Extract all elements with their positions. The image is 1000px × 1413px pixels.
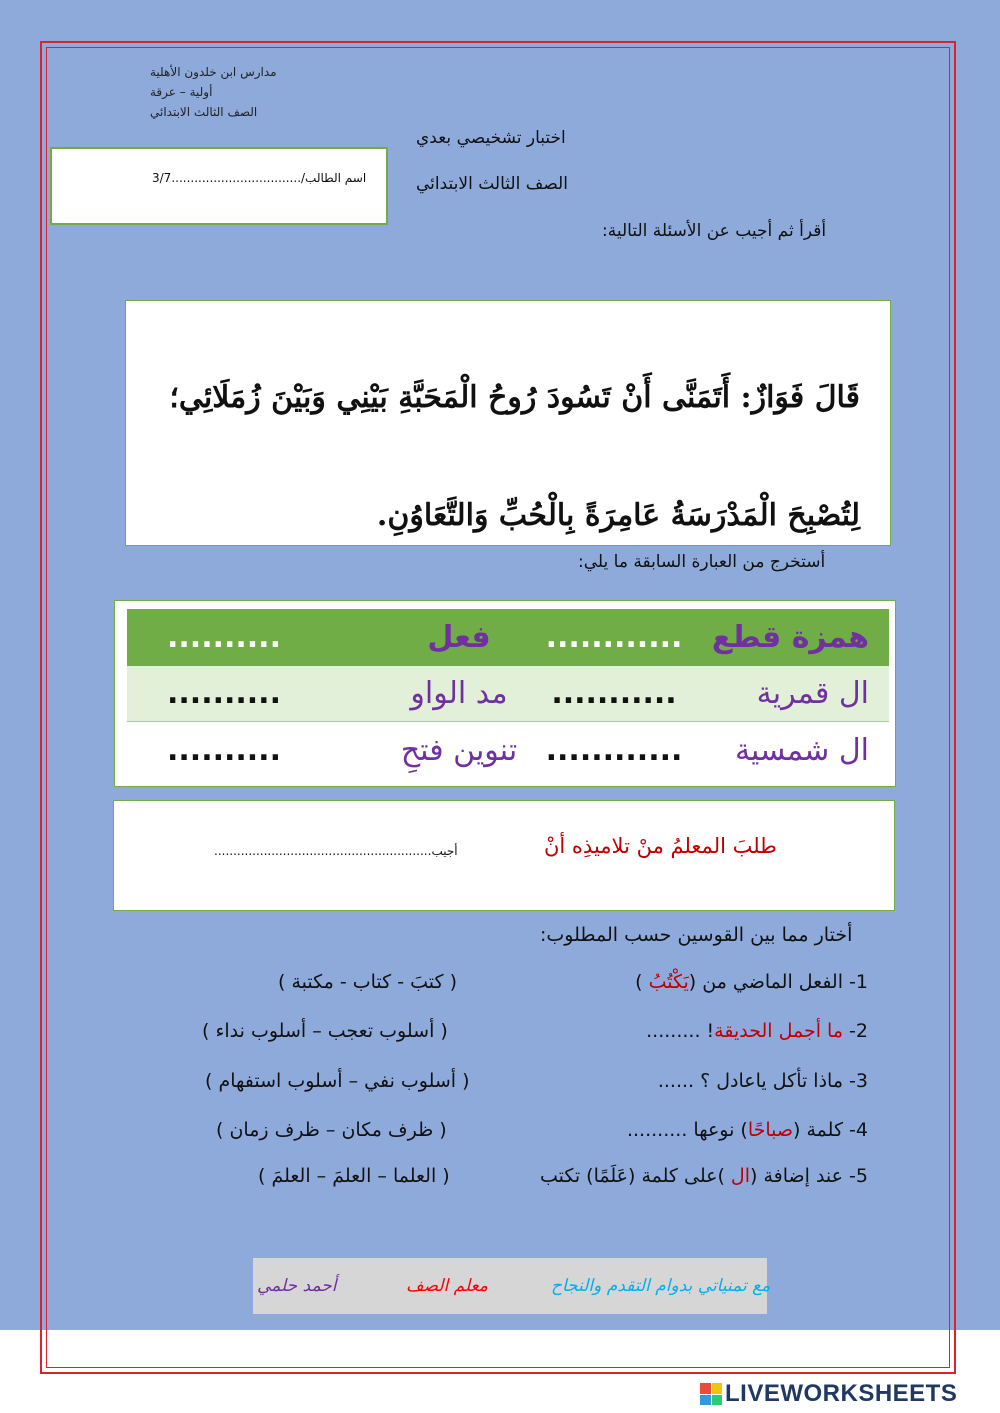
mc-options-3[interactable]: ( أسلوب نفي – أسلوب استفهام ) [205, 1070, 470, 1092]
table-item: تنوين فتحِ [400, 733, 518, 768]
answer-blank[interactable]: ............ [545, 733, 683, 768]
student-name-label: اسم الطالب/..................................3/7 [152, 171, 367, 185]
question-answer-blank[interactable]: .........................................................أجيب [214, 844, 458, 858]
mc-question-3: 3- ماذا تأكل ياعادل ؟ ...... [657, 1070, 868, 1092]
read-instruction: أقرأ ثم أجيب عن الأسئلة التالية: [602, 221, 827, 241]
table-item: فعل [427, 620, 491, 655]
table-item: همزة قطع [711, 620, 869, 655]
mc-question-5: 5- عند إضافة (ال )على كلمة (عَلَمًا) تكتب [539, 1165, 868, 1187]
question-prompt: طلبَ المعلمُ منْ تلاميذِه أنْ [544, 834, 777, 858]
extract-instruction: أستخرج من العبارة السابقة ما يلي: [578, 552, 826, 572]
mc-options-2[interactable]: ( أسلوب تعجب – أسلوب نداء ) [202, 1020, 448, 1042]
choose-instruction: أختار مما بين القوسين حسب المطلوب: [540, 924, 853, 946]
table-item: ال شمسية [734, 733, 869, 768]
answer-blank[interactable]: .......... [167, 676, 281, 711]
mc-question-2: 2- ما أجمل الحديقة! ......... [646, 1020, 868, 1042]
table-row [127, 609, 889, 666]
school-name: مدارس ابن خلدون الأهلية [150, 65, 277, 79]
mc-question-1: 1- الفعل الماضي من (يَكْتُبُ ) [635, 971, 868, 993]
mc-options-1[interactable]: ( كتبَ - كتاب - مكتبة ) [278, 971, 457, 993]
answer-blank[interactable]: .......... [167, 733, 281, 768]
liveworksheets-wordmark: LIVEWORKSHEETS [725, 1380, 958, 1407]
table-item: مد الواو [410, 676, 508, 711]
mc-options-4[interactable]: ( ظرف مكان – ظرف زمان ) [216, 1119, 447, 1141]
exam-grade: الصف الثالث الابتدائي [416, 174, 568, 194]
footer-role: معلم الصف [406, 1276, 488, 1296]
answer-blank[interactable]: .......... [167, 620, 281, 655]
exam-title: اختبار تشخيصي بعدي [416, 128, 566, 148]
liveworksheets-icon [700, 1383, 722, 1405]
answer-blank[interactable]: ............ [545, 620, 683, 655]
school-info [150, 62, 277, 122]
student-name-box[interactable] [50, 147, 388, 225]
table-item: ال قمرية [756, 676, 869, 711]
school-branch: أولية – عرقة [150, 85, 213, 99]
footer-wish: مع تمنياتي بدوام التقدم والنجاح [551, 1276, 771, 1296]
mc-question-4: 4- كلمة (صباحًا) نوعها .......... [626, 1119, 868, 1141]
sentence-question-box [113, 800, 895, 911]
footer-teacher: أحمد حلمي [257, 1276, 337, 1296]
answer-blank[interactable]: ........... [551, 676, 677, 711]
reading-passage [125, 300, 891, 546]
mc-options-5[interactable]: ( العلما – العلمَ – العلمَ ) [258, 1165, 450, 1187]
school-grade: الصف الثالث الابتدائي [150, 105, 258, 119]
passage-text: قَالَ فَوَازٌ: أَتَمَنَّى أَنْ تَسُودَ رُوحُ الْمَحَبَّةِ بَيْنِي وَبَيْنَ زُمَلَائِي؛ لِتُصْبِحَ الْمَدْرَسَةُ عَامِرَةً بِالْحُبِّ وَالتَّعَاوُنِ. [169, 380, 860, 533]
table-row [127, 722, 889, 779]
extract-table [114, 600, 896, 787]
table-row [127, 666, 889, 722]
liveworksheets-logo [700, 1380, 957, 1408]
footer-banner [253, 1258, 771, 1314]
